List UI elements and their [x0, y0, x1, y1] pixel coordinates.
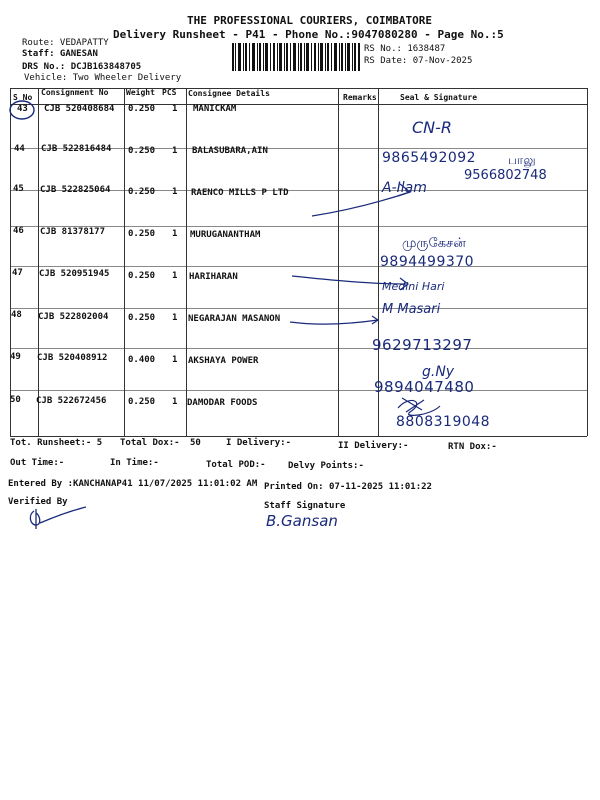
row-consignee: MANICKAM	[193, 104, 237, 114]
handwritten-signature-43: CN-R	[412, 118, 453, 137]
handwritten-phone-44b: 9566802748	[464, 168, 547, 183]
staff-signature: B.Gansan	[266, 512, 338, 530]
barcode	[232, 43, 360, 71]
handwritten-phone-48: 9629713297	[372, 336, 473, 354]
row-sno: 44	[14, 144, 25, 154]
header-sno: S No	[13, 93, 33, 102]
row-pcs: 1	[172, 187, 178, 197]
handwritten-name-44: பாலு	[508, 153, 536, 167]
row-consignment: CJB 81378177	[40, 227, 106, 237]
row-pcs: 1	[172, 355, 178, 365]
row-sno: 50	[10, 395, 21, 405]
header-pcs: PCS	[162, 88, 177, 97]
row-sno: 45	[13, 184, 24, 194]
handwritten-name-46: முருகேசன்	[402, 236, 466, 251]
vehicle-label: Vehicle: Two Wheeler Delivery	[24, 73, 182, 83]
row-consignment: CJB 522825064	[40, 185, 111, 195]
out-time: Out Time:-	[10, 458, 65, 468]
handwritten-name-47: Medini Hari	[382, 280, 445, 293]
row-weight: 0.250	[128, 313, 156, 323]
row-sno: 46	[13, 226, 24, 236]
row-consignee: DAMODAR FOODS	[187, 398, 258, 408]
total-pod: Total POD:-	[206, 460, 266, 470]
i-delivery: I Delivery:-	[226, 438, 292, 448]
row-consignee: RAENCO MILLS P LTD	[191, 188, 289, 198]
handwritten-signature-45: A-Ilam	[382, 180, 427, 196]
row-consignment: CJB 520951945	[39, 269, 110, 279]
company-name: THE PROFESSIONAL COURIERS, COIMBATORE	[187, 14, 433, 27]
handwritten-phone-49: 9894047480	[374, 378, 475, 396]
runsheet-title: Delivery Runsheet - P41 - Phone No.:9047080280 - Page No.:5	[113, 28, 504, 41]
row-pcs: 1	[172, 146, 178, 156]
row-pcs: 1	[172, 229, 178, 239]
tot-runsheet: Tot. Runsheet:- 5	[10, 438, 103, 448]
row-sno: 43	[17, 104, 28, 114]
rs-no: RS No.: 1638487	[364, 44, 446, 54]
header-consignment: Consignment No	[41, 88, 109, 97]
ii-delivery: II Delivery:-	[338, 441, 409, 451]
row-consignee: NEGARAJAN MASANON	[188, 314, 281, 324]
verified-signature-mark	[26, 505, 90, 531]
entered-by: Entered By :KANCHANAP41 11/07/2025 11:01:02 AM	[8, 479, 258, 489]
row-consignee: MURUGANANTHAM	[190, 230, 261, 240]
row-pcs: 1	[172, 313, 178, 323]
row-weight: 0.250	[128, 271, 156, 281]
header-seal-signature: Seal & Signature	[400, 93, 478, 102]
rs-date: RS Date: 07-Nov-2025	[364, 56, 473, 66]
row-weight: 0.250	[128, 397, 156, 407]
header-remarks: Remarks	[343, 93, 377, 102]
handwritten-phone-46: 9894499370	[380, 254, 475, 270]
row-consignment: CJB 522672456	[36, 396, 107, 406]
row-consignment: CJB 520408684	[44, 104, 115, 114]
pen-strokes	[270, 180, 570, 440]
rtn-dox: RTN Dox:-	[448, 442, 497, 452]
handwritten-signature-48: M Masari	[382, 302, 441, 317]
printed-on: Printed On: 07-11-2025 11:01:22	[264, 482, 432, 492]
row-weight: 0.250	[128, 146, 156, 156]
drs-label: DRS No.: DCJB163848705	[22, 62, 142, 72]
row-sno: 47	[12, 268, 23, 278]
row-consignment: CJB 522802004	[38, 312, 109, 322]
staff-signature-label: Staff Signature	[264, 501, 346, 511]
row-pcs: 1	[172, 104, 178, 114]
in-time: In Time:-	[110, 458, 159, 468]
row-sno: 49	[10, 352, 21, 362]
route-label: Route: VEDAPATTY	[22, 38, 109, 48]
row-weight: 0.250	[128, 187, 156, 197]
handwritten-phone-50: 8808319048	[396, 414, 491, 430]
staff-label: Staff: GANESAN	[22, 49, 98, 59]
row-consignment: CJB 520408912	[37, 353, 108, 363]
row-consignee: HARIHARAN	[189, 272, 238, 282]
handwritten-signature-49: g.Ny	[422, 364, 455, 380]
delvy-points: Delvy Points:-	[288, 461, 364, 471]
header-consignee: Consignee Details	[188, 89, 270, 98]
row-pcs: 1	[172, 397, 178, 407]
row-consignment: CJB 522816484	[41, 144, 112, 154]
row-pcs: 1	[172, 271, 178, 281]
total-dox-label: Total Dox:-	[120, 438, 180, 448]
verified-by: Verified By	[8, 497, 68, 507]
row-consignee: AKSHAYA POWER	[188, 356, 259, 366]
row-weight: 0.250	[128, 229, 156, 239]
handwritten-phone-44: 9865492092	[382, 150, 477, 166]
total-dox-value: 50	[190, 438, 201, 448]
row-weight: 0.400	[128, 355, 156, 365]
row-weight: 0.250	[128, 104, 156, 114]
header-weight: Weight	[126, 88, 155, 97]
pen-circle-mark	[8, 99, 38, 121]
row-sno: 48	[11, 310, 22, 320]
row-consignee: BALASUBARA,AIN	[192, 146, 268, 156]
